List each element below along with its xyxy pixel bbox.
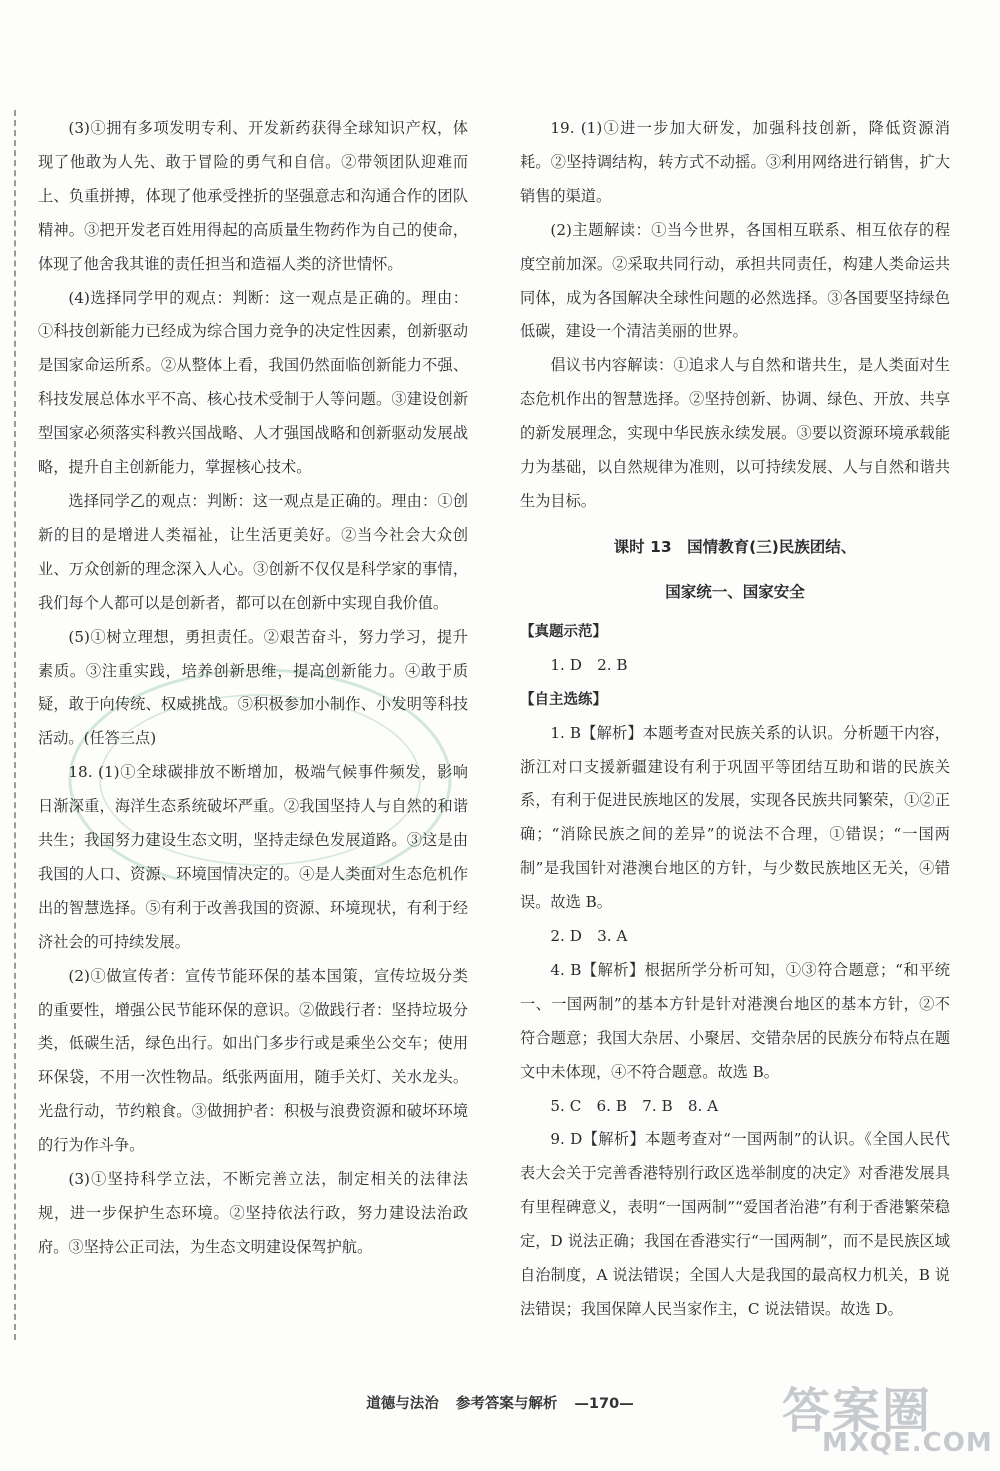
binding-dashed-rule <box>14 110 16 1340</box>
answer-paragraph: (4)选择同学甲的观点：判断：这一观点是正确的。理由：①科技创新能力已经成为综合国力竞争的决定性因素，创新驱动是国家命运所系。②从整体上看，我国仍然面临创新能力不强、科技发展总体水平不高、核心技术受制于人等问题。③建设创新型国家必须落实科教兴国战略、人才强国战略和创新驱动发展战略，提升自主创新能力，掌握核心技术。 <box>38 288 468 477</box>
section-heading-real-exam: 【真题示范】 <box>520 622 607 640</box>
site-watermark <box>782 1372 993 1462</box>
answer-line: 2. D 3. A <box>550 927 628 946</box>
answer-paragraph: 18. (1)①全球碳排放不断增加，极端气候事件频发，影响日渐深重，海洋生态系统破坏严重。②我国坚持人与自然的和谐共生；我国努力建设生态文明，坚持走绿色发展道路。③这是由我国的人口、资源、环境国情决定的。④是人类面对生态危机作出的智慧选择。⑤有利于改善我国的资源、环境现状，有利于经济社会的可持续发展。 <box>38 763 468 951</box>
lesson-title-line2: 国家统一、国家安全 <box>665 582 805 601</box>
answer-paragraph: (2)主题解读：①当今世界，各国相互联系、相互依存的程度空前加深。②采取共同行动，承担共同责任，构建人类命运共同体，成为各国解决全球性问题的必然选择。③各国要坚持绿色低碳，建设一个清洁美丽的世界。 <box>520 220 950 341</box>
answer-paragraph: 19. (1)①进一步加大研发，加强科技创新，降低资源消耗。②坚持调结构，转方式不动摇。③利用网络进行销售，扩大销售的渠道。 <box>520 119 950 205</box>
lesson-title-line1: 课时 13 国情教育(三)民族团结、 <box>613 537 857 556</box>
answer-paragraph: 选择同学乙的观点：判断：这一观点是正确的。理由：①创新的目的是增进人类福祉，让生活更美好。②当今社会大众创业、万众创新的理念深入人心。③创新不仅仅是科学家的事情，我们每个人都可以是创新者，都可以在创新中实现自我价值。 <box>38 491 468 612</box>
section-heading-self-practice: 【自主选练】 <box>520 690 607 708</box>
right-column <box>520 112 950 1327</box>
answer-paragraph: (3)①拥有多项发明专利、开发新药获得全球知识产权，体现了他敢为人先、敢于冒险的勇气和自信。②带领团队迎难而上、负重拼搏，体现了他承受挫折的坚强意志和沟通合作的团队精神。③把开发老百姓用得起的高质量生物药作为自己的使命，体现了他舍我其谁的责任担当和造福人类的济世情怀。 <box>38 119 468 273</box>
answer-line: 1. D 2. B <box>550 655 628 674</box>
watermark-url-text: MXQE.COM <box>822 1428 993 1458</box>
answer-paragraph: (3)①坚持科学立法，不断完善立法，制定相关的法律法规，进一步保护生态环境。②坚持依法行政，努力建设法治政府。③坚持公正司法，为生态文明建设保驾护航。 <box>38 1170 468 1256</box>
answer-paragraph: 9. D【解析】本题考查对“一国两制”的认识。《全国人民代表大会关于完善香港特别行政区选举制度的决定》对香港发展具有里程碑意义，表明“一国两制”“爱国者治港”有利于香港繁荣稳定，D 说法正确；我国在香港实行“一国两制”，而不是民族区域自治制度，A 说法错误；全国人大是我国的最高权力机关，B 说法错误；我国保障人民当家作主，C 说法错误。故选 D。 <box>520 1130 950 1318</box>
answer-line: 5. C 6. B 7. B 8. A <box>550 1096 719 1115</box>
answer-paragraph: 1. B【解析】本题考查对民族关系的认识。分析题干内容，浙江对口支援新疆建设有利于巩固平等团结互助和谐的民族关系，有利于促进民族地区的发展，实现各民族共同繁荣，①②正确；“消除民族之间的差异”的说法不合理，①错误；“一国两制”是我国针对港澳台地区的方针，与少数民族地区无关，④错误。故选 B。 <box>520 723 950 912</box>
footer-label: 参考答案与解析 <box>455 1396 558 1412</box>
left-column <box>38 112 468 1265</box>
footer-page-number: —170— <box>574 1396 634 1412</box>
answer-paragraph: 倡议书内容解读：①追求人与自然和谐共生，是人类面对生态危机作出的智慧选择。②坚持创新、协调、绿色、开放、共享的新发展理念，实现中华民族永续发展。③要以资源环境承载能力为基础，以自然规律为准则，以可持续发展、人与自然和谐共生为目标。 <box>520 356 950 510</box>
answer-paragraph: (2)①做宣传者：宣传节能环保的基本国策，宣传垃圾分类的重要性，增强公民节能环保的意识。②做践行者：坚持垃圾分类，低碳生活，绿色出行。如出门多步行或是乘坐公交车；使用环保袋，不用一次性物品。纸张两面用，随手关灯、关水龙头。光盘行动，节约粮食。③做拥护者：积极与浪费资源和破坏环境的行为作斗争。 <box>38 966 468 1155</box>
answer-paragraph: 4. B【解析】根据所学分析可知，①③符合题意；“和平统一、一国两制”的基本方针是针对港澳台地区的基本方针，②不符合题意；我国大杂居、小聚居、交错杂居的民族分布特点在题文中未体现，④不符合题意。故选 B。 <box>520 960 950 1081</box>
answer-paragraph: (5)①树立理想，勇担责任。②艰苦奋斗，努力学习，提升素质。③注重实践，培养创新思维，提高创新能力。④敢于质疑，敢于向传统、权威挑战。⑤积极参加小制作、小发明等科技活动。(任答三点) <box>38 627 468 748</box>
watermark-logo-text: 答案圈 <box>782 1383 933 1439</box>
footer-subject: 道德与法治 <box>366 1396 439 1412</box>
